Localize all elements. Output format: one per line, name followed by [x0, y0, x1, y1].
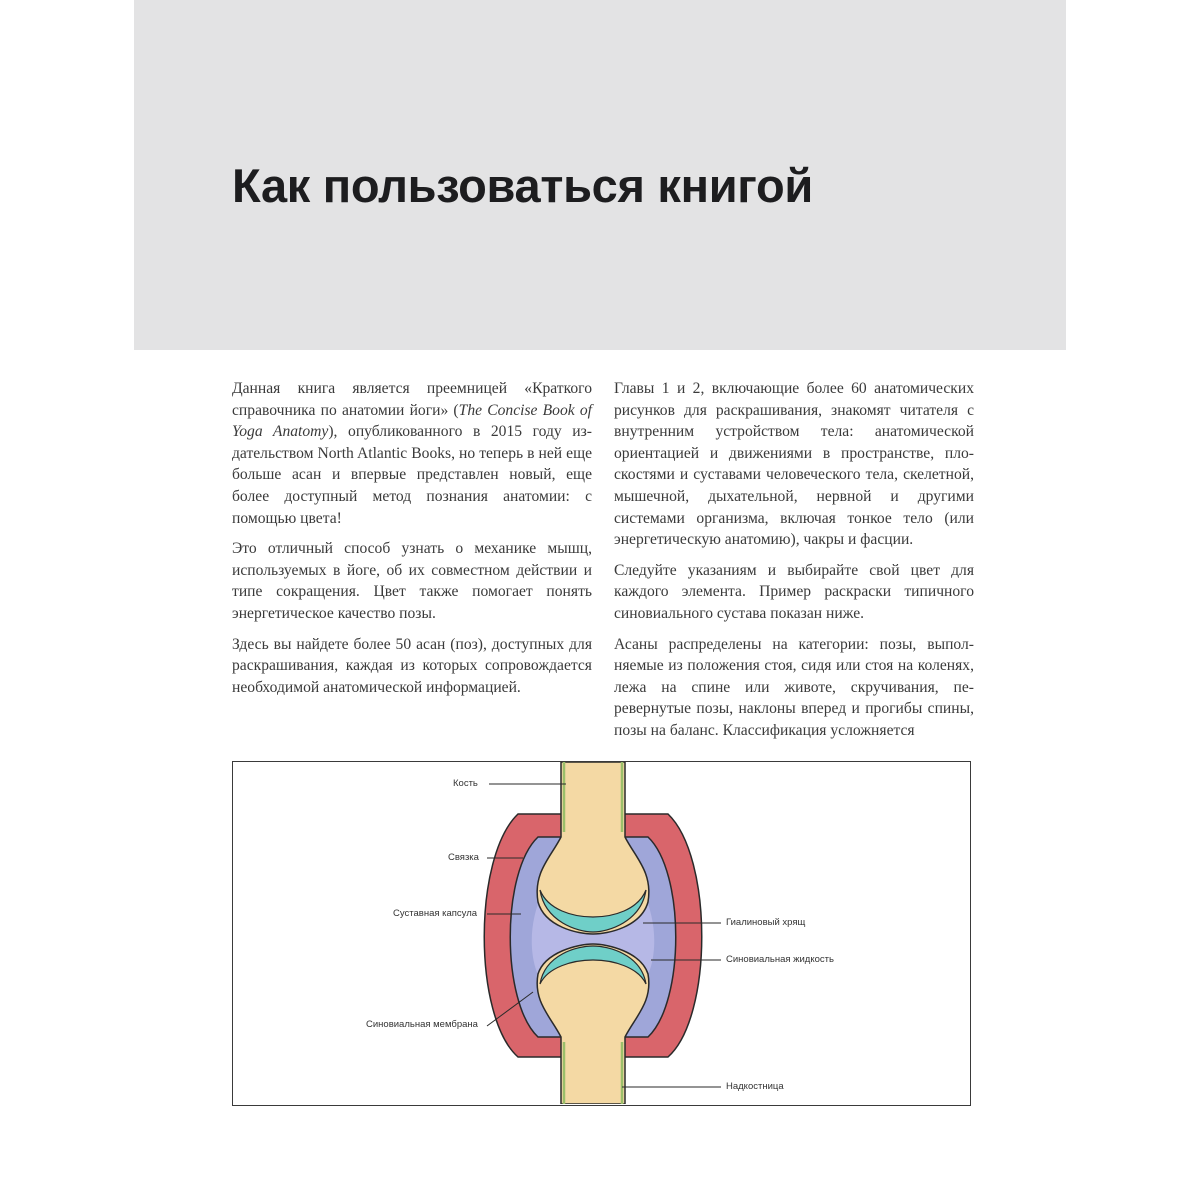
label-synovial-fluid: Синовиальная жидкость — [726, 954, 834, 965]
right-paragraph-2: Следуйте указаниям и выбирайте свой цвет для каждого элемента. Пример раскраски типичного синовиального сустава показан ниже. — [614, 561, 974, 622]
left-paragraph-2: Это отличный способ узнать о механике мышц, используемых в йоге, об их совместном действии и типе сокращения. Цвет также помогает понять энергетическое качество позы. — [232, 540, 592, 622]
left-paragraph-1 — [232, 378, 592, 529]
label-joint-capsule: Суставная капсула — [393, 908, 478, 919]
label-periosteum: Надкостница — [726, 1081, 784, 1092]
synovial-joint-figure — [232, 761, 971, 1106]
label-hyaline-cartilage: Гиалиновый хрящ — [726, 917, 806, 928]
page-title: Как пользоваться книгой — [232, 159, 813, 212]
label-ligament: Связка — [448, 852, 479, 863]
text-run: ), опубликованного в 2015 году издательством North Atlantic Books, но теперь в ней еще больше асан и впервые представлен новый, еще более доступный метод познания анатомии: с помощью цвета! — [232, 423, 592, 527]
text-run: Данная книга является преемницей «Краткого справочника по анатомии йоги» ( — [232, 380, 592, 419]
book-title-italic: The Concise Book of Yoga Anatomy — [232, 401, 592, 441]
joint-illustration — [233, 762, 969, 1104]
left-column — [232, 378, 592, 707]
left-paragraph-3: Здесь вы найдете более 50 асан (поз), доступных для раскрашивания, каждая из которых сопровождается необходимой анатомической информацией. — [232, 635, 592, 696]
right-paragraph-3: Асаны распределены на категории: позы, выполняемые из положения стоя, сидя или стоя на коленях, лежа на спине или животе, скручивания, перевернутые позы, наклоны вперед и прогибы спины, позы на баланс. Классификация усложняется — [614, 635, 974, 739]
right-paragraph-1: Главы 1 и 2, включающие более 60 анатомических рисунков для раскрашивания, знакомят читателя с внутренним устройством тела: анатомической ориентацией и движениями в пространстве, плоскостями и суставами человеческого тела, скелетной, мышечной, дыхательной, нервной и другими системами организма, включая тонкое тело (или энергетическую анатомию), чакры и фасции. — [614, 380, 974, 549]
right-column — [614, 378, 974, 751]
label-bone: Кость — [453, 778, 478, 789]
label-synovial-membrane: Синовиальная мембрана — [366, 1019, 478, 1030]
